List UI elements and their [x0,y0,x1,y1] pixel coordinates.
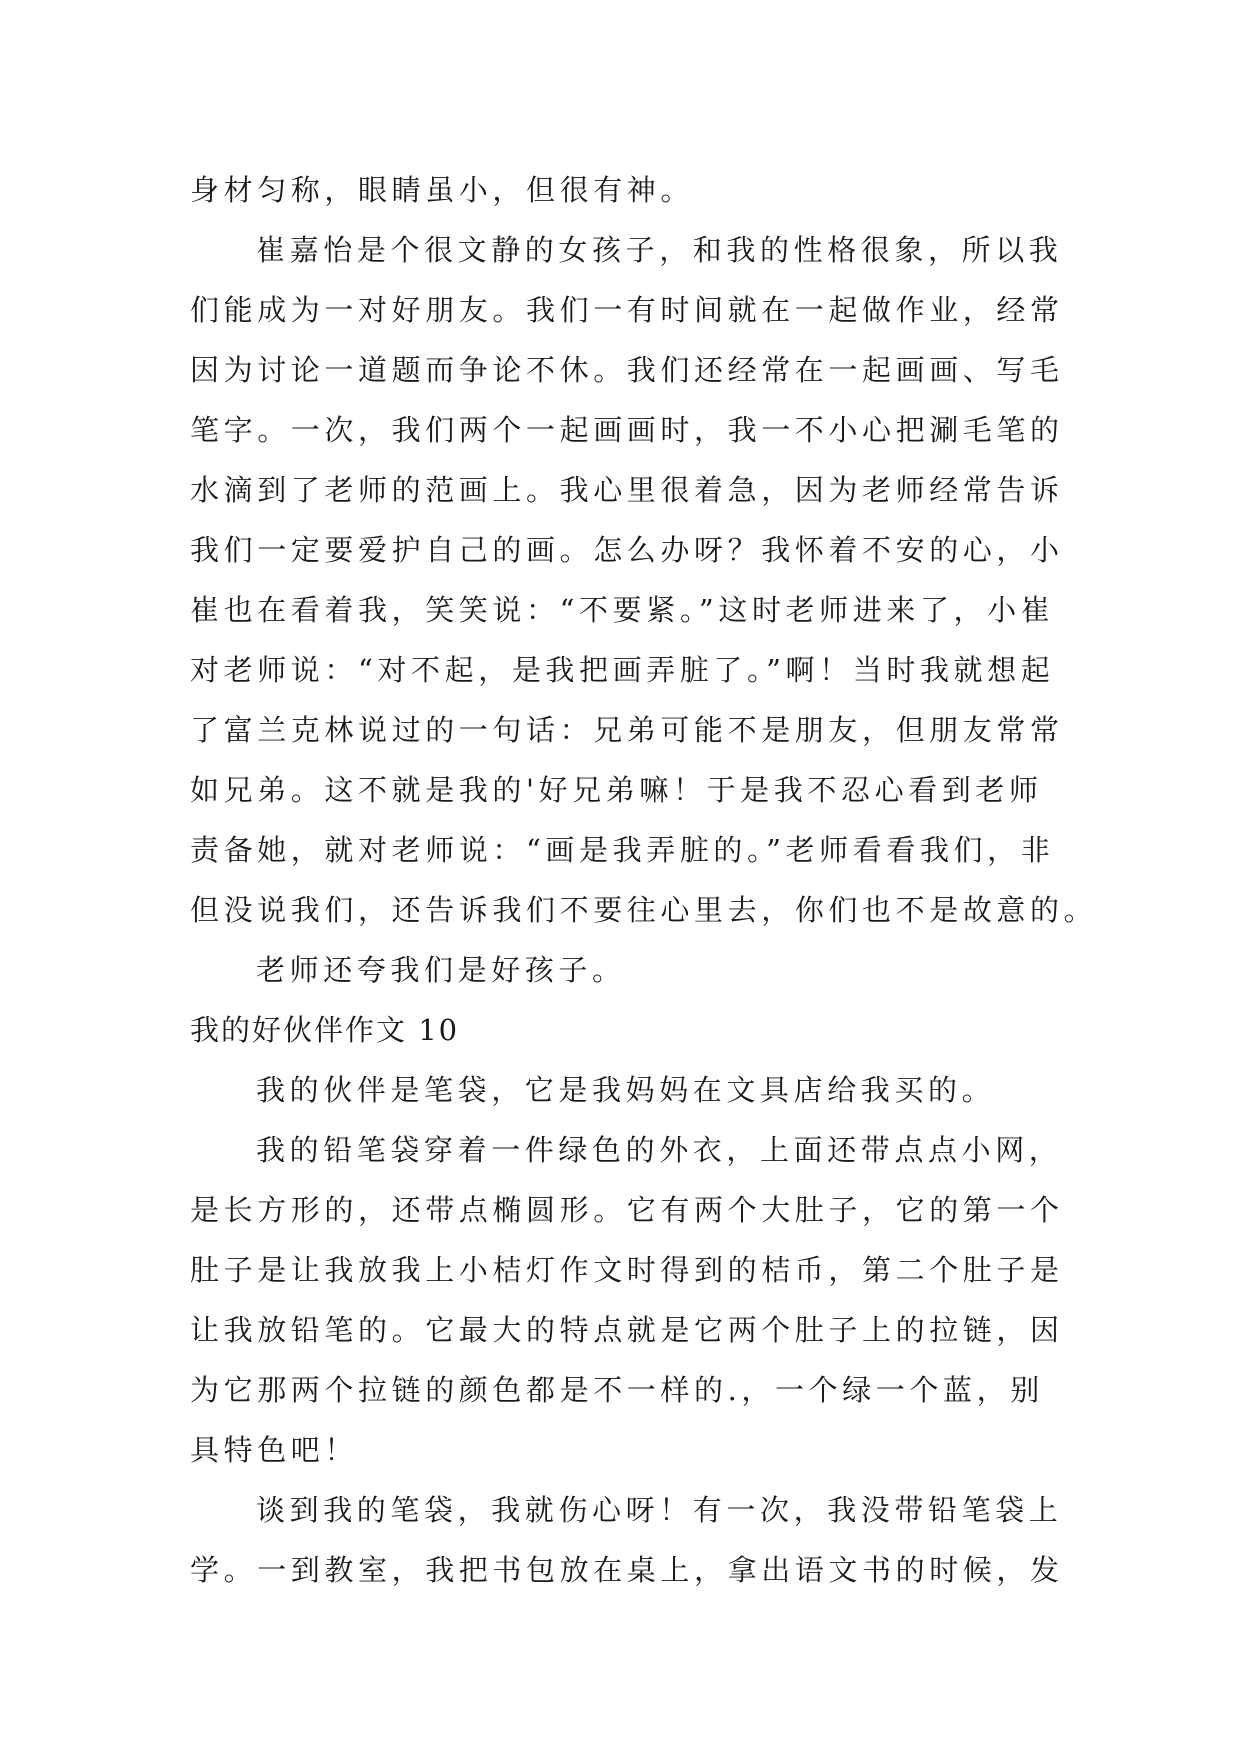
text-line: 谈到我的笔袋，我就伤心呀！有一次，我没带铅笔袋上 [256,1493,1063,1527]
section-heading: 我的好伙伴作文 10 [190,1013,460,1047]
text-line: 崔嘉怡是个很文静的女孩子，和我的性格很象，所以我 [256,233,1063,267]
text-line: 学。一到教室，我把书包放在桌上，拿出语文书的时候，发 [190,1553,1064,1587]
text-line: 具特色吧！ [190,1433,359,1467]
text-line: 为它那两个拉链的颜色都是不一样的.，一个绿一个蓝，别 [190,1373,1044,1407]
text-line: 崔也在看着我，笑笑说：“不要紧。”这时老师进来了，小崔 [190,593,1055,627]
text-line: 们能成为一对好朋友。我们一有时间就在一起做作业，经常 [190,293,1064,327]
text-line: 我的伙伴是笔袋，它是我妈妈在文具店给我买的。 [256,1073,996,1107]
text-line: 因为讨论一道题而争论不休。我们还经常在一起画画、写毛 [190,353,1064,387]
text-line: 是长方形的，还带点椭圆形。它有两个大肚子，它的第一个 [190,1193,1064,1227]
text-line: 对老师说：“对不起，是我把画弄脏了。”啊！当时我就想起 [190,653,1055,687]
text-line: 水滴到了老师的范画上。我心里很着急，因为老师经常告诉 [190,473,1064,507]
text-line: 了富兰克林说过的一句话：兄弟可能不是朋友，但朋友常常 [190,713,1064,747]
text-line: 身材匀称，眼睛虽小，但很有神。 [190,173,695,207]
text-line: 但没说我们，还告诉我们不要往心里去，你们也不是故意的。 [190,893,1098,927]
text-line: 老师还夸我们是好孩子。 [256,953,626,987]
text-line: 让我放铅笔的。它最大的特点就是它两个肚子上的拉链，因 [190,1313,1064,1347]
essay-text [190,160,1098,1600]
text-line: 如兄弟。这不就是我的'好兄弟嘛！于是我不忍心看到老师 [190,773,1043,807]
text-line: 责备她，就对老师说：“画是我弄脏的。”老师看看我们，非 [190,833,1055,867]
text-line: 我的铅笔袋穿着一件绿色的外衣，上面还带点点小网， [256,1133,1063,1167]
text-line: 笔字。一次，我们两个一起画画时，我一不小心把涮毛笔的 [190,413,1064,447]
text-line: 我们一定要爱护自己的画。怎么办呀？我怀着不安的心，小 [190,533,1064,567]
text-line: 肚子是让我放我上小桔灯作文时得到的桔币，第二个肚子是 [190,1253,1064,1287]
